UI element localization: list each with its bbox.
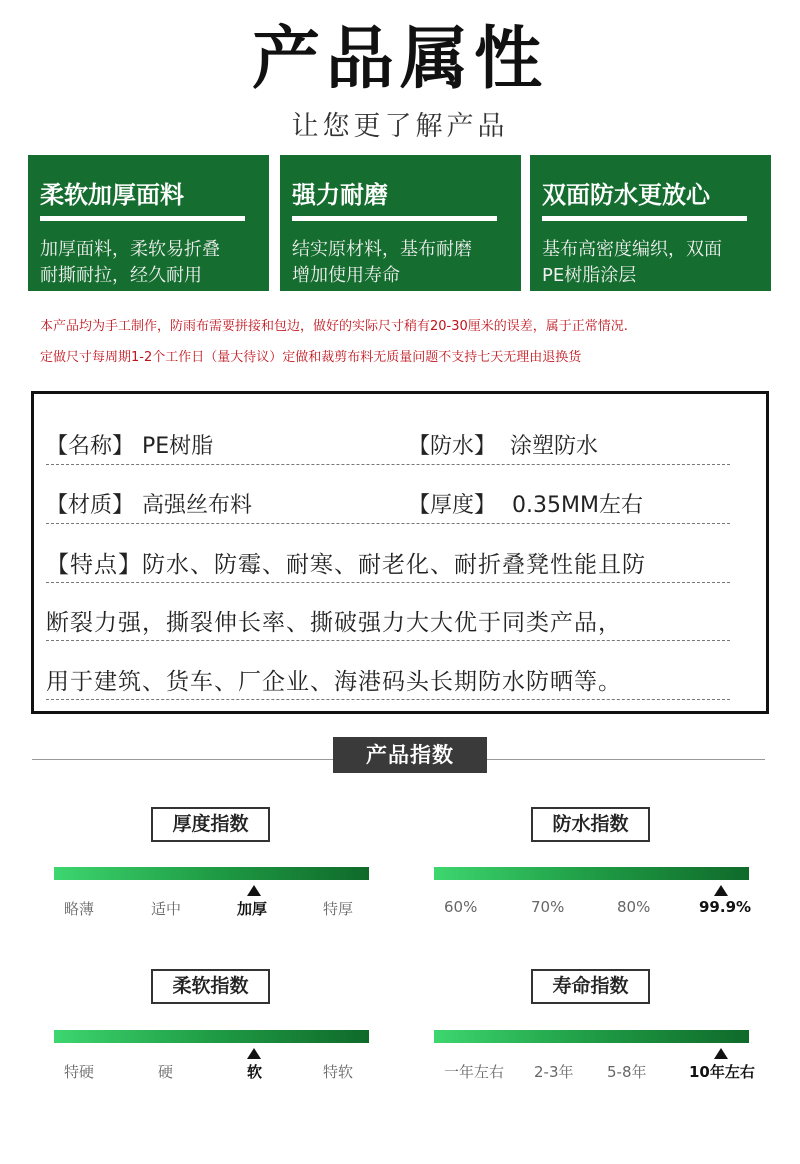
gauge-tick: 2-3年 (534, 1063, 574, 1081)
spec-box (31, 391, 769, 714)
spec-value: PE树脂 (142, 434, 214, 459)
gauge-label-softness: 柔软指数 (151, 969, 270, 1004)
index-title: 产品指数 (333, 737, 487, 773)
gauge-marker-icon (247, 1048, 261, 1059)
spec-text: 【特点】防水、防霉、耐寒、耐老化、耐折叠凳性能且防 (46, 552, 646, 578)
feature-title: 柔软加厚面料 (40, 181, 184, 209)
gauge-tick: 硬 (158, 1063, 174, 1081)
gauge-tick-selected: 加厚 (237, 900, 268, 918)
gauge-tick: 5-8年 (607, 1063, 647, 1081)
gauge-tick-selected: 99.9% (699, 898, 752, 916)
gauge-tick: 60% (444, 898, 478, 916)
feature-desc-line: 基布高密度编织，双面 (542, 239, 722, 260)
gauge-bar (54, 867, 369, 880)
gauge-label-thickness: 厚度指数 (151, 807, 270, 842)
feature-desc-line: 增加使用寿命 (292, 265, 400, 286)
spec-key: 【防水】 (408, 434, 497, 459)
spec-key: 【名称】 (46, 434, 135, 459)
spec-text: 用于建筑、货车、厂企业、海港码头长期防水防晒等。 (46, 669, 622, 695)
page-subtitle: 让您更了解产品 (291, 111, 509, 142)
feature-card-soft (28, 155, 269, 291)
gauge-label-waterproof: 防水指数 (531, 807, 650, 842)
divider-line (487, 759, 765, 760)
feature-divider (292, 216, 497, 221)
gauge-marker-icon (714, 885, 728, 896)
feature-title: 双面防水更放心 (542, 181, 710, 209)
notice-line: 本产品均为手工制作，防雨布需要拼接和包边，做好的实际尺寸稍有20-30厘米的误差，属于正常情况. (40, 319, 628, 334)
gauge-tick-selected: 10年左右 (689, 1063, 755, 1081)
gauge-tick: 适中 (151, 900, 182, 918)
spec-value: 高强丝布料 (142, 493, 253, 518)
gauge-bar (54, 1030, 369, 1043)
feature-card-wear (280, 155, 521, 291)
gauge-marker-icon (714, 1048, 728, 1059)
spec-value: 0.35MM左右 (512, 493, 643, 518)
feature-desc-line: 耐撕耐拉，经久耐用 (40, 265, 202, 286)
gauge-bar (434, 1030, 749, 1043)
gauge-tick: 70% (531, 898, 565, 916)
gauge-tick: 特软 (323, 1063, 354, 1081)
feature-desc-line: 加厚面料，柔软易折叠 (40, 239, 220, 260)
divider-line (32, 759, 333, 760)
gauge-label-lifespan: 寿命指数 (531, 969, 650, 1004)
spec-feature-line (46, 656, 730, 700)
feature-divider (542, 216, 747, 221)
spec-row (46, 421, 730, 465)
spec-row (46, 480, 730, 524)
gauge-marker-icon (247, 885, 261, 896)
notice-line: 定做尺寸每周期1-2个工作日（量大待议）定做和裁剪布料无质量问题不支持七天无理由退换货 (40, 350, 582, 365)
gauge-bar (434, 867, 749, 880)
gauge-tick: 略薄 (64, 900, 95, 918)
gauge-tick: 80% (617, 898, 651, 916)
spec-feature-line (46, 539, 730, 583)
feature-desc-line: 结实原材料，基布耐磨 (292, 239, 472, 260)
feature-desc-line: PE树脂涂层 (542, 265, 637, 286)
gauge-tick: 一年左右 (444, 1063, 505, 1081)
spec-value: 涂塑防水 (510, 434, 599, 459)
spec-key: 【厚度】 (408, 493, 497, 518)
gauge-tick-selected: 软 (247, 1063, 263, 1081)
page-title: 产品属性 (251, 20, 548, 99)
feature-card-waterproof (530, 155, 771, 291)
spec-text: 断裂力强，撕裂伸长率、撕破强力大大优于同类产品， (46, 610, 622, 636)
spec-key: 【材质】 (46, 493, 135, 518)
spec-feature-line (46, 597, 730, 641)
gauge-tick: 特厚 (323, 900, 354, 918)
gauge-tick: 特硬 (64, 1063, 95, 1081)
feature-title: 强力耐磨 (292, 181, 388, 209)
feature-divider (40, 216, 245, 221)
